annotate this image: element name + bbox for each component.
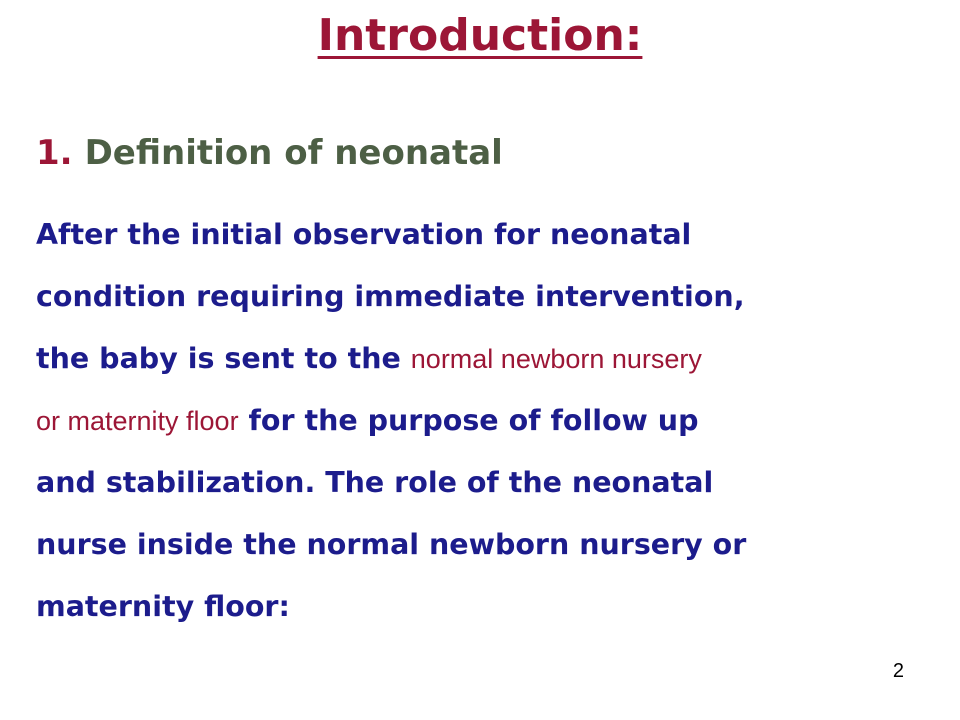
body-line-3-start: the baby is sent to the [36,342,411,375]
subheading-number: 1. [36,133,73,173]
body-line-4 [36,390,926,452]
body-line-6: nurse inside the normal newborn nursery or [36,528,747,561]
page-number: 2 [892,660,904,682]
highlight-normal-newborn-nursery: normal newborn nursery [410,344,702,374]
body-line-3 [36,328,926,390]
body-line-7: maternity floor: [36,590,290,623]
body-line-4-end: for the purpose of follow up [238,404,699,437]
body-line-5: and stabilization. The role of the neonatal [36,466,714,499]
body-line-1: After the initial observation for neonatal [36,218,692,251]
body-line-2: condition requiring immediate intervention, [36,280,745,313]
body-paragraph [36,204,926,638]
subheading-text: Definition of neonatal [84,133,503,173]
subheading [36,133,503,173]
highlight-maternity-floor: or maternity floor [36,406,239,436]
slide-title: Introduction: [317,10,643,61]
